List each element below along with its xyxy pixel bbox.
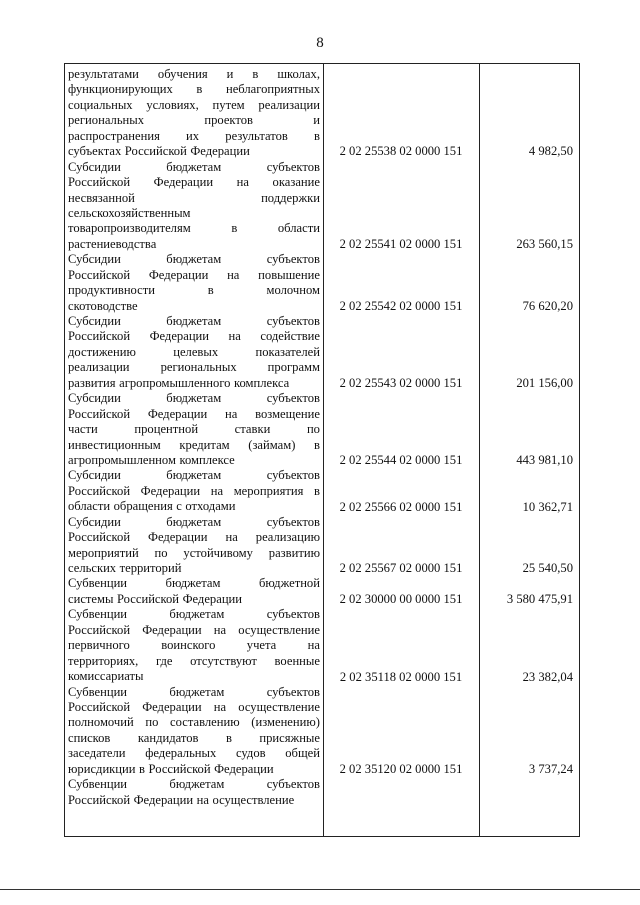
amount-value: 76 620,20: [522, 298, 573, 313]
description-line: результатами обучения и в школах,: [68, 67, 320, 81]
table-row: [68, 777, 320, 808]
description-line: комиссариаты: [68, 669, 144, 684]
description-line: первичного воинского учета на: [68, 638, 320, 653]
description-line: Субвенции бюджетам субъектов: [68, 684, 320, 699]
description-line: достижению целевых показателей: [68, 344, 320, 359]
description-line: реализации региональных программ: [68, 360, 320, 375]
description-line: скотоводстве: [68, 298, 138, 313]
budget-code: 2 02 30000 00 0000 151: [339, 592, 463, 607]
amount-value: 3 580 475,91: [506, 592, 573, 607]
description-line: заседатели федеральных судов общей: [68, 746, 320, 761]
description-line: развития агропромышленного комплекса: [68, 375, 290, 390]
table-row: [68, 685, 320, 778]
description-line: инвестиционным кредитам (займам) в: [68, 437, 320, 452]
budget-code: 2 02 25567 02 0000 151: [339, 561, 463, 576]
description-line: Российской Федерации на мероприятия в: [68, 483, 320, 498]
footer-rule: [0, 889, 640, 890]
description-line: Субсидии бюджетам субъектов: [68, 159, 320, 174]
description-line: Субсидии бюджетам субъектов: [68, 514, 320, 529]
description-line: распространения их результатов в: [68, 128, 320, 143]
table-row: [68, 314, 320, 391]
budget-code: 2 02 25566 02 0000 151: [339, 499, 463, 514]
description-line: Российской Федерации на возмещение: [68, 406, 320, 421]
description-line: юрисдикции в Российской Федерации: [68, 761, 274, 776]
description-line: субъектах Российской Федерации: [68, 144, 250, 159]
description-line: Российской Федерации на осуществление: [68, 792, 295, 807]
amount-value: 263 560,15: [516, 236, 573, 251]
revenue-table: [64, 63, 580, 837]
table-row: [68, 576, 320, 607]
description-line: Российской Федерации на реализацию: [68, 530, 320, 545]
description-line: сельских территорий: [68, 561, 182, 575]
description-line: региональных проектов и: [68, 113, 320, 128]
amount-value: 25 540,50: [522, 561, 573, 576]
description-line: территориях, где отсутствуют военные: [68, 653, 320, 668]
description-line: несвязанной поддержки: [68, 190, 320, 205]
description-line: растениеводства: [68, 236, 157, 251]
amount-value: 4 982,50: [528, 144, 573, 159]
description-line: Субсидии бюджетам субъектов: [68, 468, 320, 483]
description-line: социальных условиях, путем реализации: [68, 97, 320, 112]
description-line: системы Российской Федерации: [68, 591, 243, 606]
description-line: области обращения с отходами: [68, 499, 236, 514]
budget-code: 2 02 25538 02 0000 151: [339, 144, 463, 159]
table-row: [68, 607, 320, 684]
table-row: [68, 391, 320, 468]
description-line: агропромышленном комплексе: [68, 452, 235, 467]
description-line: Российской Федерации на осуществление: [68, 699, 320, 714]
description-line: товаропроизводителям в области: [68, 221, 320, 236]
amount-value: 443 981,10: [516, 453, 573, 468]
description-line: Субвенции бюджетам бюджетной: [68, 576, 320, 591]
description-line: Российской Федерации на повышение: [68, 267, 320, 282]
table-row: [68, 160, 320, 253]
budget-code: 2 02 35118 02 0000 151: [339, 669, 463, 684]
amount-value: 201 156,00: [516, 376, 573, 390]
description-line: мероприятий по устойчивому развитию: [68, 545, 320, 560]
description-line: Субвенции бюджетам субъектов: [68, 777, 320, 792]
description-line: части процентной ставки по: [68, 422, 320, 437]
description-line: полномочий по составлению (изменению): [68, 715, 320, 730]
description-line: списков кандидатов в присяжные: [68, 730, 320, 745]
description-line: продуктивности в молочном: [68, 283, 320, 298]
description-line: Российской Федерации на оказание: [68, 175, 320, 190]
description-line: функционирующих в неблагоприятных: [68, 82, 320, 97]
budget-code: 2 02 35120 02 0000 151: [339, 762, 463, 777]
table-row: [68, 252, 320, 314]
amount-value: 10 362,71: [522, 499, 573, 514]
budget-code: 2 02 25544 02 0000 151: [339, 453, 463, 468]
table-row: [68, 468, 320, 514]
description-line: Субсидии бюджетам субъектов: [68, 391, 320, 406]
description-line: Российской Федерации на содействие: [68, 329, 320, 344]
table-row: [68, 515, 320, 577]
page-number: 8: [316, 35, 324, 51]
budget-code: 2 02 25541 02 0000 151: [339, 236, 463, 251]
description-column: [68, 67, 320, 808]
description-line: Субвенции бюджетам субъектов: [68, 607, 320, 622]
description-line: Субсидии бюджетам субъектов: [68, 252, 320, 267]
budget-code: 2 02 25542 02 0000 151: [339, 298, 463, 313]
column-divider: [323, 64, 324, 836]
description-line: Российской Федерации на осуществление: [68, 622, 320, 637]
table-row: [68, 67, 320, 160]
column-divider: [479, 64, 480, 836]
description-line: Субсидии бюджетам субъектов: [68, 314, 320, 328]
amount-value: 3 737,24: [528, 762, 573, 777]
amount-value: 23 382,04: [522, 669, 573, 684]
budget-code: 2 02 25543 02 0000 151: [339, 376, 463, 390]
description-line: сельскохозяйственным: [68, 205, 191, 220]
